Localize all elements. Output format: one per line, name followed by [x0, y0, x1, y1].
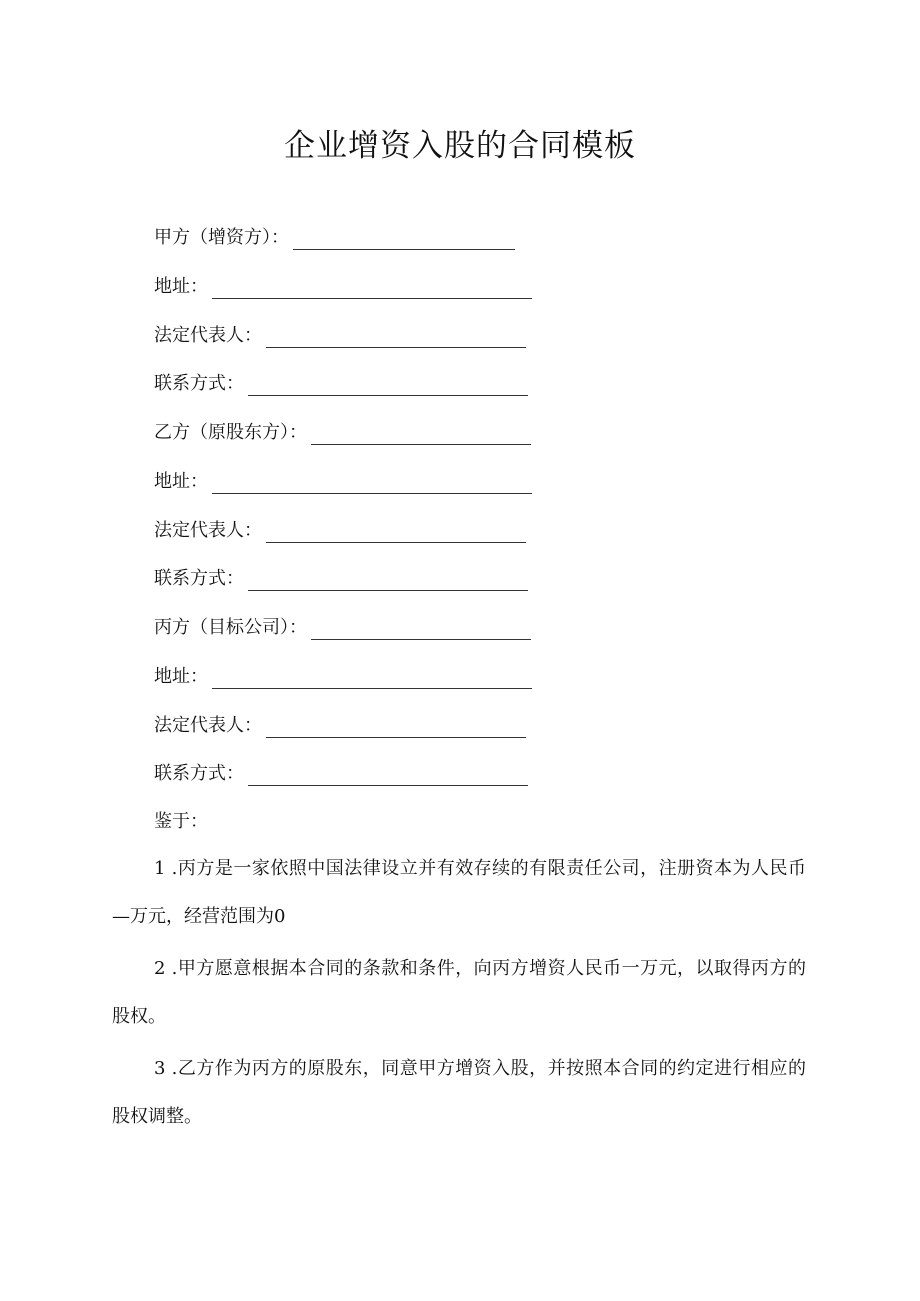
whereas-heading: 鉴于：: [154, 811, 208, 832]
party-a-representative-field: [154, 318, 526, 348]
party-b-address-field: [154, 464, 532, 494]
party-a-name-blank[interactable]: [293, 229, 515, 250]
party-a-address-label: 地址：: [154, 276, 208, 297]
party-a-heading-field: [154, 220, 515, 250]
party-b-contact-label: 联系方式：: [154, 568, 244, 589]
party-b-address-blank[interactable]: [212, 473, 532, 494]
party-c-address-label: 地址：: [154, 666, 208, 687]
party-a-contact-blank[interactable]: [248, 375, 528, 396]
party-a-representative-blank[interactable]: [266, 327, 526, 348]
party-b-contact-field: [154, 561, 528, 591]
party-b-heading: 乙方（原股东方）：: [154, 422, 307, 443]
party-c-contact-label: 联系方式：: [154, 763, 244, 784]
party-b-heading-field: [154, 415, 531, 445]
party-c-representative-blank[interactable]: [266, 717, 526, 738]
party-c-representative-label: 法定代表人：: [154, 715, 262, 736]
party-a-representative-label: 法定代表人：: [154, 325, 262, 346]
party-c-name-blank[interactable]: [311, 619, 531, 640]
party-b-representative-blank[interactable]: [266, 522, 526, 543]
party-c-contact-field: [154, 756, 528, 786]
party-a-address-field: [154, 269, 532, 299]
party-c-contact-blank[interactable]: [248, 765, 528, 786]
party-a-address-blank[interactable]: [212, 278, 532, 299]
party-a-contact-field: [154, 366, 528, 396]
party-c-heading-field: [154, 610, 531, 640]
party-c-representative-field: [154, 708, 526, 738]
party-a-heading: 甲方（增资方）：: [154, 227, 289, 248]
party-b-representative-label: 法定代表人：: [154, 520, 262, 541]
party-c-heading: 丙方（目标公司）：: [154, 617, 307, 638]
document-title: 企业增资入股的合同模板: [284, 128, 636, 164]
party-b-name-blank[interactable]: [311, 424, 531, 445]
party-c-address-field: [154, 659, 532, 689]
clause-1: 1 .丙方是一家依照中国法律设立并有效存续的有限责任公司，注册资本为人民币—万元，经营范围为0: [112, 858, 806, 927]
clause-3: 3 .乙方作为丙方的原股东，同意甲方增资入股，并按照本合同的约定进行相应的股权调整。: [112, 1058, 806, 1127]
party-c-address-blank[interactable]: [212, 668, 532, 689]
clause-2: 2 .甲方愿意根据本合同的条款和条件，向丙方增资人民币一万元，以取得丙方的股权。: [112, 958, 806, 1027]
party-a-contact-label: 联系方式：: [154, 373, 244, 394]
party-b-contact-blank[interactable]: [248, 570, 528, 591]
party-b-address-label: 地址：: [154, 471, 208, 492]
party-b-representative-field: [154, 513, 526, 543]
